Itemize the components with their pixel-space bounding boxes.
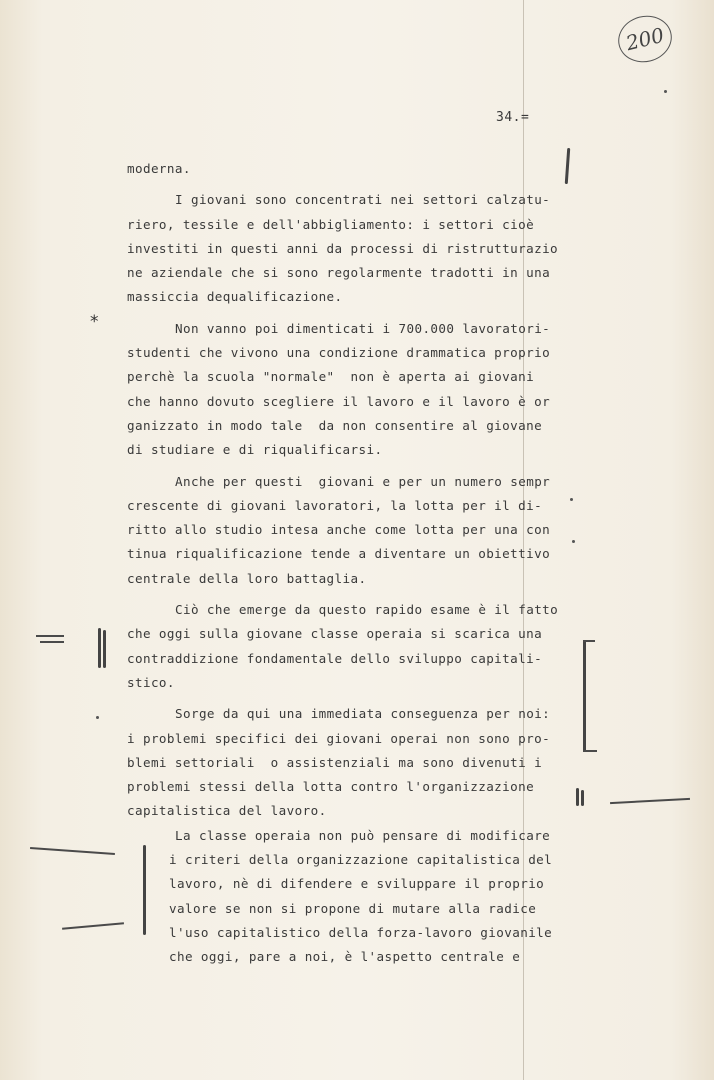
text-line: centrale della loro battaglia. [127, 570, 367, 586]
text-line: La classe operaia non può pensare di modificare [175, 827, 551, 843]
text-line: valore se non si propone di mutare alla radice [169, 900, 537, 916]
margin-dot-2 [96, 716, 99, 719]
text-line: ritto allo studio intesa anche come lotta per una con [127, 522, 551, 538]
margin-line-left-1 [30, 847, 115, 854]
text-line: stico. [127, 674, 175, 690]
text-line: lavoro, nè di difendere e sviluppare il proprio [169, 876, 545, 892]
text-line: investiti in questi anni da processi di ristrutturazio [127, 240, 559, 256]
archive-number: 200 [623, 22, 667, 56]
text-line: I giovani sono concentrati nei settori calzatu- [175, 192, 551, 208]
text-line: i criteri della organizzazione capitalistica del [169, 852, 553, 868]
text-line: l'uso capitalistico della forza-lavoro giovanile [169, 924, 553, 940]
text-line: che oggi sulla giovane classe operaia si scarica una [127, 626, 543, 642]
text-line: di studiare e di riqualificarsi. [127, 442, 383, 458]
text-line: massiccia dequalificazione. [127, 289, 343, 305]
text-line: Ciò che emerge da questo rapido esame è il fatto [175, 602, 559, 618]
margin-double-bar-left [98, 628, 101, 668]
text-line: ganizzato in modo tale da non consentire al giovane [127, 417, 543, 433]
text-line: contraddizione fondamentale dello sviluppo capitali- [127, 650, 543, 666]
text-line: Non vanno poi dimenticati i 700.000 lavoratori- [175, 320, 551, 336]
text-line: crescente di giovani lavoratori, la lotta per il di- [127, 497, 543, 513]
margin-line-right [610, 798, 690, 804]
text-line: ne aziendale che si sono regolarmente tradotti in una [127, 265, 551, 281]
text-line: problemi stessi della lotta contro l'organizzazione [127, 779, 535, 795]
text-line: che oggi, pare a noi, è l'aspetto centrale e [169, 949, 521, 965]
text-line: tinua riqualificazione tende a diventare un obiettivo [127, 546, 551, 562]
margin-dot-1 [664, 90, 667, 93]
text-line: moderna. [127, 161, 191, 176]
margin-line-left-2 [62, 922, 124, 929]
text-line: Anche per questi giovani e per un numero sempr [175, 473, 551, 489]
margin-asterisk: * [90, 312, 99, 332]
text-line: studenti che vivono una condizione drammatica proprio [127, 345, 551, 361]
text-line: che hanno dovuto scegliere il lavoro e il lavoro è or [127, 393, 551, 409]
archive-number-stamp [613, 10, 677, 68]
text-line: perchè la scuola "normale" non è aperta ai giovani [127, 369, 535, 385]
text-line: blemi settoriali o assistenziali ma sono divenuti i [127, 754, 543, 770]
text-line: Sorge da qui una immediata conseguenza per noi: [175, 706, 551, 722]
body-text [127, 157, 587, 970]
margin-double-bar-left-2 [103, 630, 106, 668]
text-line: riero, tessile e dell'abbigliamento: i settori cioè [127, 216, 535, 232]
page-number: 34.= [496, 110, 530, 125]
text-line: i problemi specifici dei giovani operai non sono pro- [127, 730, 551, 746]
margin-dash-left-2 [40, 641, 64, 643]
margin-dash-left-1 [36, 635, 64, 637]
text-line: capitalistica del lavoro. [127, 803, 327, 819]
